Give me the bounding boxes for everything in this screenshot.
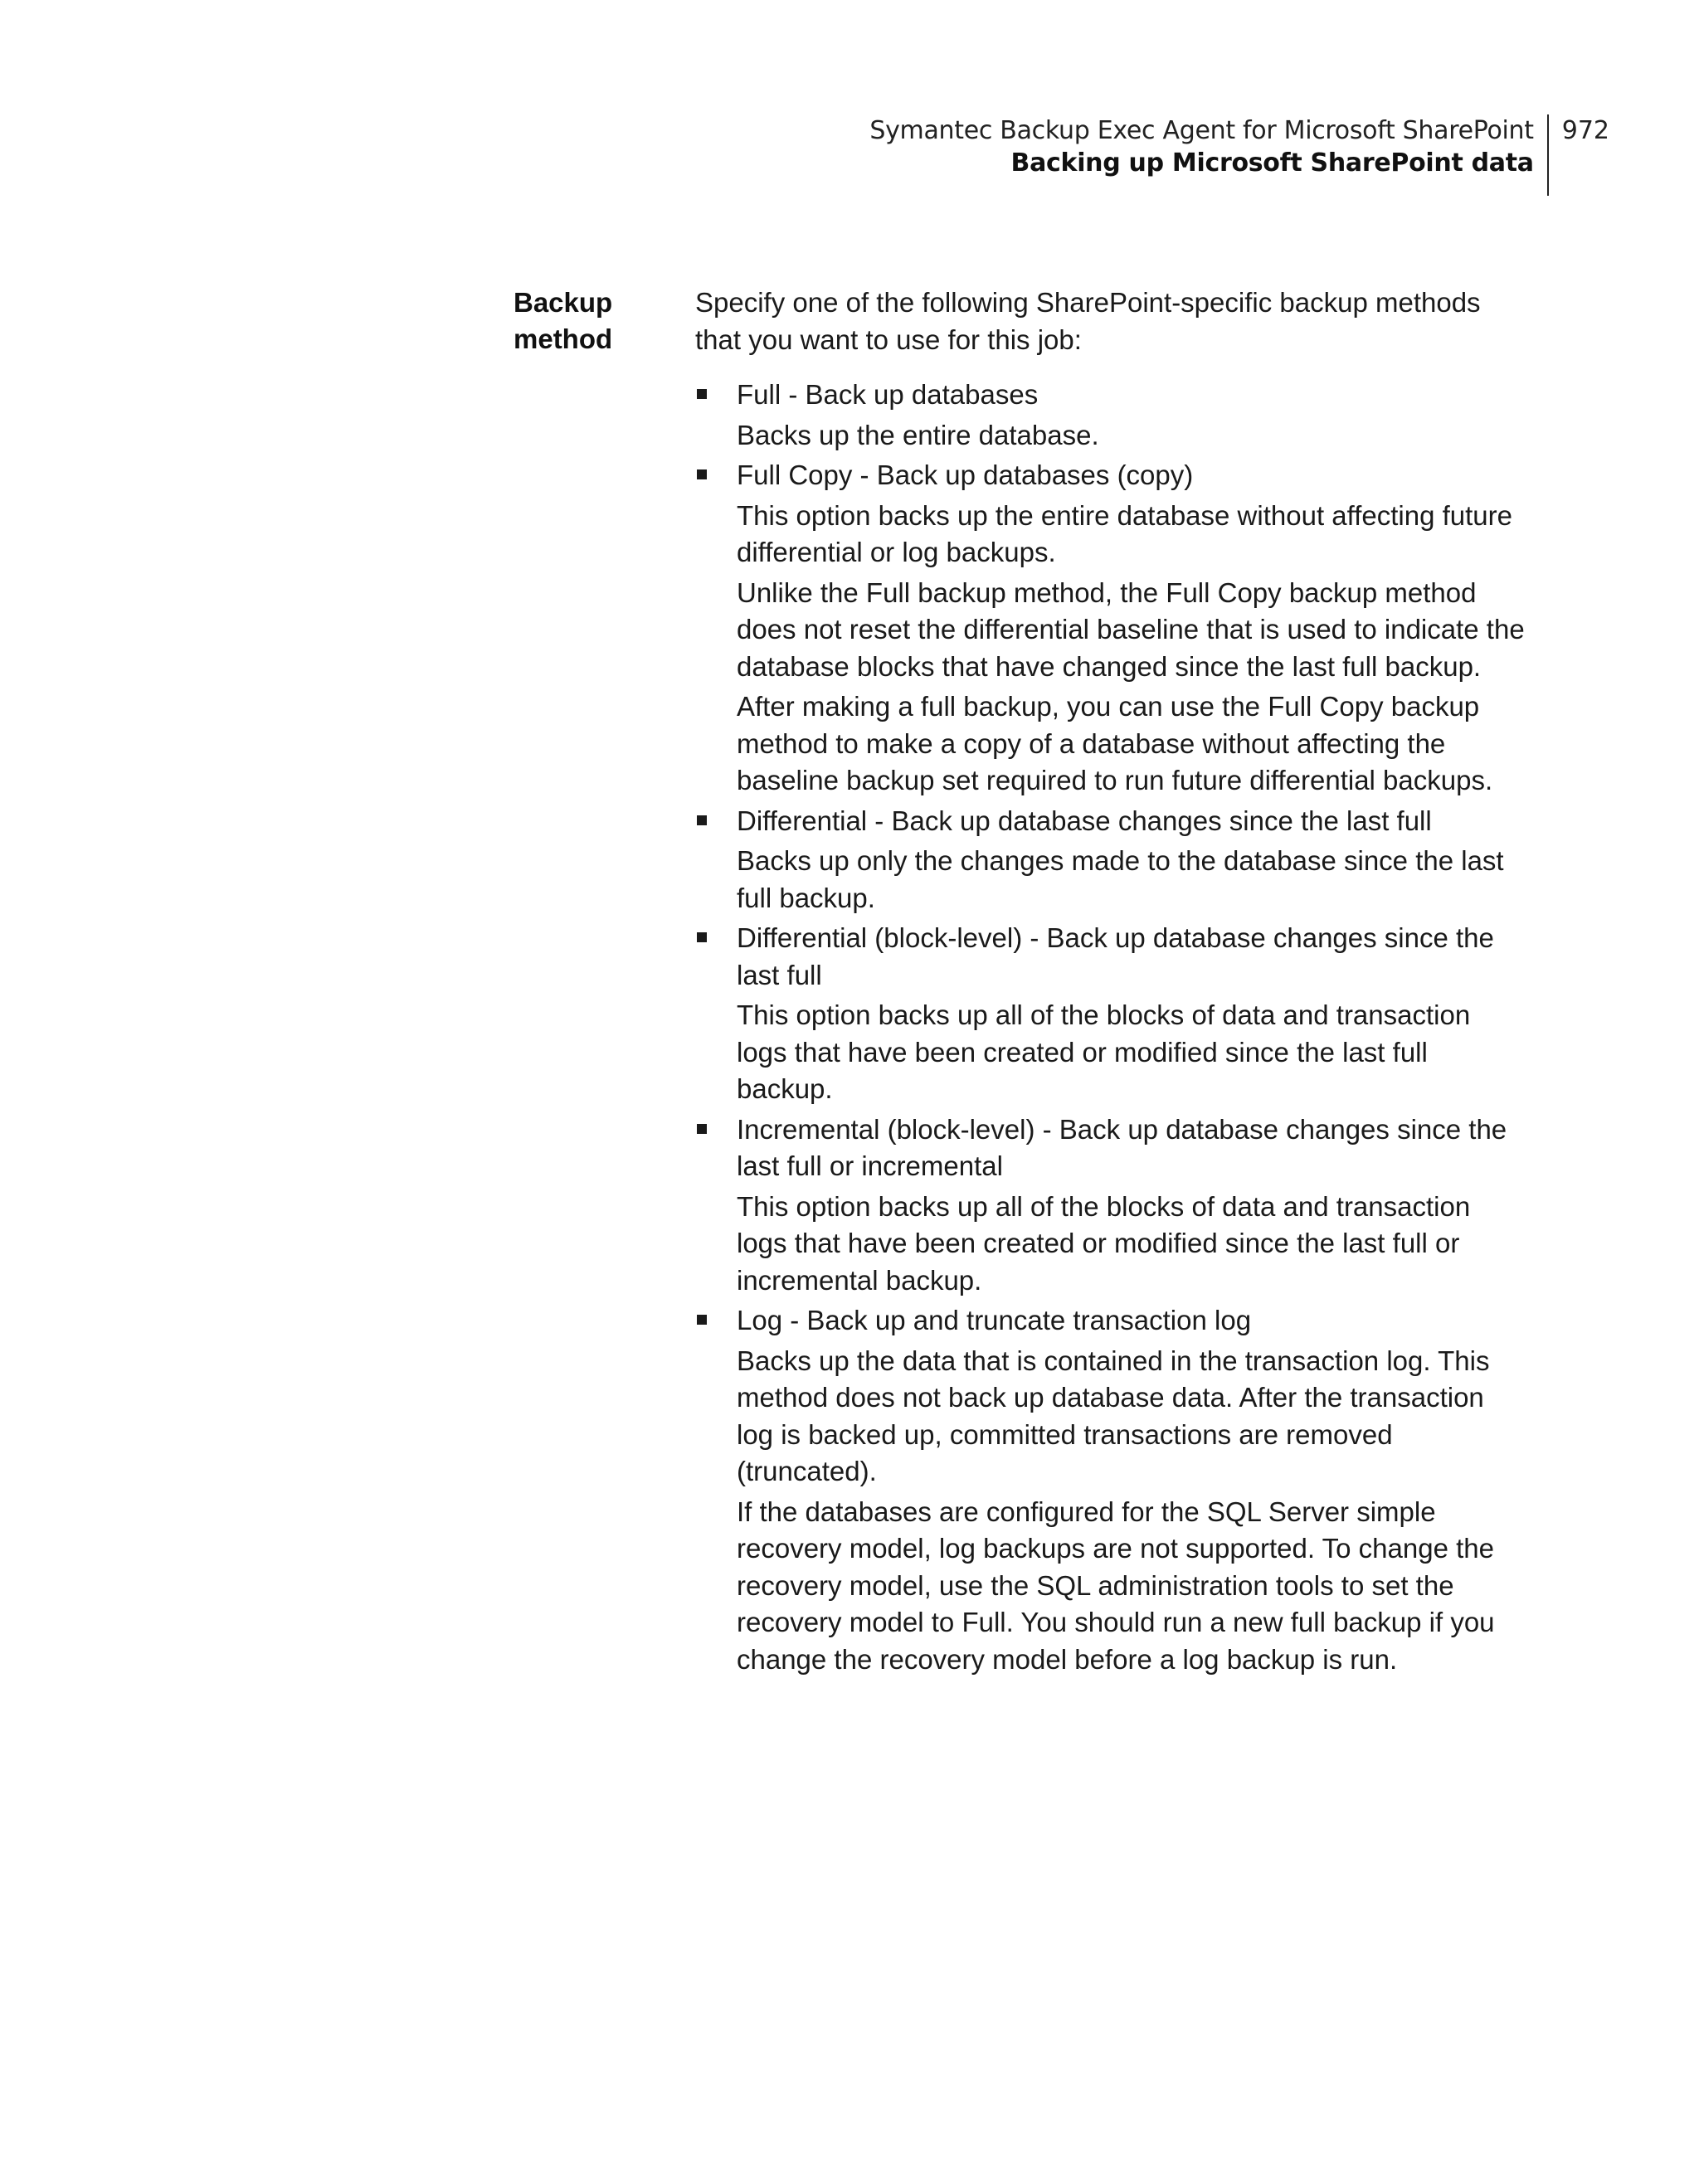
method-title: Full Copy - Back up databases (copy) xyxy=(737,460,1194,490)
method-description: This option backs up the entire database without affecting future differential or log backups. xyxy=(737,499,1512,567)
page-number: 972 xyxy=(1561,116,1609,145)
method-description: Unlike the Full backup method, the Full Copy backup method does not reset the differential baseline that is used to indicate the database blocks that have changed since the last full backup. xyxy=(737,576,1525,682)
list-item xyxy=(695,1302,1525,1678)
page-header xyxy=(869,114,1609,196)
section-title: Backing up Microsoft SharePoint data xyxy=(1010,148,1534,178)
method-title: Incremental (block-level) - Back up database changes since the last full or incremental xyxy=(737,1113,1507,1181)
square-bullet-icon xyxy=(697,389,707,399)
square-bullet-icon xyxy=(697,1124,707,1134)
list-item xyxy=(695,377,1525,454)
method-title: Log - Back up and truncate transaction log xyxy=(737,1305,1252,1335)
method-description: After making a full backup, you can use the Full Copy backup method to make a copy of a database without affecting the baseline backup set required to run future differential backups. xyxy=(737,691,1493,795)
definition-body xyxy=(695,285,1525,1681)
definition-intro: Specify one of the following SharePoint-specific backup methods that you want to use for this job: xyxy=(695,287,1481,355)
list-item xyxy=(695,1111,1525,1300)
method-title: Full - Back up databases xyxy=(737,379,1039,410)
method-description: If the databases are configured for the SQL Server simple recovery model, log backups are not supported. To change the recovery model, use the SQL administration tools to set the recovery model to Full. You should run a new full backup if you change the recovery model before a log backup is run. xyxy=(737,1496,1495,1675)
backup-methods-list xyxy=(695,377,1525,1678)
method-description: Backs up the data that is contained in the transaction log. This method does not back up database data. After the transaction log is backed up, committed transactions are removed (truncated). xyxy=(737,1345,1490,1486)
method-description: This option backs up all of the blocks of data and transaction logs that have been created or modified since the last full or incremental backup. xyxy=(737,1190,1471,1296)
running-header xyxy=(869,114,1548,196)
square-bullet-icon xyxy=(697,815,707,825)
chapter-title: Symantec Backup Exec Agent for Microsoft SharePoint xyxy=(869,116,1534,145)
definition-term: Backup method xyxy=(514,287,613,354)
method-description: Backs up the entire database. xyxy=(737,419,1099,450)
square-bullet-icon xyxy=(697,932,707,942)
square-bullet-icon xyxy=(697,469,707,479)
list-item xyxy=(695,457,1525,800)
square-bullet-icon xyxy=(697,1315,707,1325)
method-description: Backs up only the changes made to the database since the last full backup. xyxy=(737,845,1504,913)
list-item xyxy=(695,920,1525,1108)
list-item xyxy=(695,803,1525,917)
method-title: Differential (block-level) - Back up database changes since the last full xyxy=(737,922,1494,990)
method-description: This option backs up all of the blocks of data and transaction logs that have been created or modified since the last full backup. xyxy=(737,1000,1471,1104)
method-title: Differential - Back up database changes since the last full xyxy=(737,805,1432,836)
